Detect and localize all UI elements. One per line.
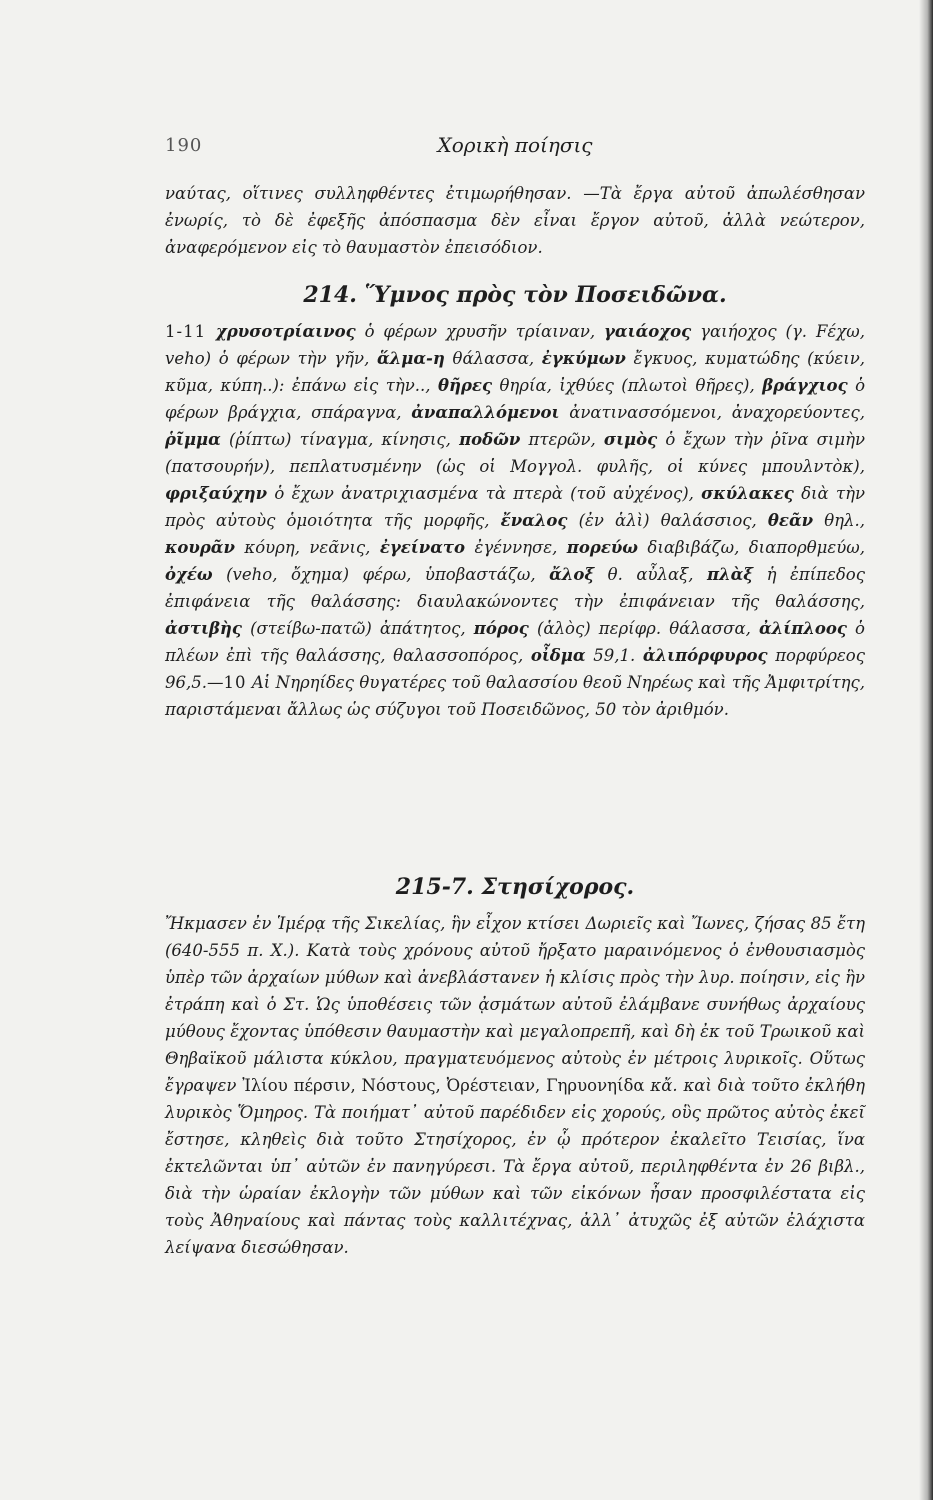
gloss-text: Ἰλίου πέρσιν, Νόστους, Ὀρέστειαν, Γηρυονηίδα [242, 1076, 645, 1095]
headword: κουρᾶν [165, 538, 235, 557]
headword: χρυσοτρίαινος [215, 322, 356, 341]
gloss-text: πτερῶν, [520, 430, 604, 449]
gloss-text: (ῥίπτω) τίναγμα, κίνησις, [220, 430, 460, 449]
gloss-text: κόυρη, νεᾶνις, [234, 538, 380, 557]
headword: ποδῶν [459, 430, 521, 449]
headword: οἶδμα [530, 646, 586, 665]
gloss-text: 10 [223, 673, 247, 692]
page-edge-shadow [919, 0, 933, 1500]
gloss-text: ὁ φέρων χρυσῆν τρίαιναν, [355, 322, 605, 341]
gloss-text: (ἐν ἁλὶ) θαλάσσιος, [567, 511, 768, 530]
gloss-text: ἡ ἐπίπεδος ἐπιφάνεια τῆς θαλάσσης: διαυλακώνοντες τὴν ἐπιφάνειαν τῆς θαλάσσης, [165, 565, 865, 611]
gloss-text: θηλ., [813, 511, 866, 530]
headword: γαιάοχος [604, 322, 692, 341]
gloss-text: (στείβω-πατῶ) ἀπάτητος, [241, 619, 474, 638]
headword: σκύλακες [701, 484, 794, 503]
section-214-heading [165, 282, 865, 308]
section-214-commentary [165, 318, 865, 723]
headword: βράγχιος [762, 376, 848, 395]
gloss-text: διαβιβάζω, διαπορθμεύω, [638, 538, 865, 557]
section-215-heading [165, 874, 865, 900]
headword: ἅλμα-η [376, 349, 445, 368]
gloss-text: ὁ πλέων ἐπὶ τῆς θαλάσσης, θαλασσοπόρος, [165, 619, 865, 665]
gloss-text: γαιήοχος (γ. Fέχω, veho) ὁ φέρων τὴν γῆν, [165, 322, 865, 368]
gloss-text: ὁ φέρων βράγχια, σπάραγνα, [165, 376, 866, 422]
headword: ἐγείνατο [379, 538, 466, 557]
gloss-text: Ἤκμασεν ἐν Ἱμέρᾳ τῆς Σικελίας, ἣν εἶχον κτίσει Δωριεῖς καὶ Ἴωνες, ζήσας 85 ἔτη (640-555 π. Χ.). Κατὰ τοὺς χρόνους αὐτοῦ ἤρξατο μαραινόμενος ὁ ἐνθουσιασμὸς ὑπὲρ τῶν ἀρχαίων μύθων καὶ ἀνεβλάστανεν ἡ κλίσις πρὸς τὴν λυρ. ποίησιν, εἰς ἣν ἐτράπη καὶ ὁ Στ. Ὡς ὑποθέσεις τῶν ᾀσμάτων αὐτοῦ ἐλάμβανε συνήθως ἀρχαίους μύθους ἔχοντας ὑπόθεσιν θαυμαστὴν καὶ μεγαλοπρεπῆ, καὶ δὴ ἐκ τοῦ Τρωικοῦ καὶ Θηβαϊκοῦ μάλιστα κύκλου, πραγματευόμενος αὐτοὺς ἐν μέτροις λυρικοῖς. Οὕτως ἔγραψεν [165, 914, 865, 1095]
gloss-text: ἐγέννησε, [465, 538, 567, 557]
page-header [165, 135, 865, 165]
headword: φριξαύχην [165, 484, 268, 503]
headword: πορεύω [566, 538, 639, 557]
headword: ὀχέω [165, 565, 213, 584]
headword: ἄλοξ [549, 565, 595, 584]
headword: ἐγκύμων [541, 349, 626, 368]
headword: σιμὸς [603, 430, 658, 449]
headword: ἔναλος [500, 511, 568, 530]
gloss-text: ἀνατινασσόμενοι, ἀναχορεύοντες, [559, 403, 866, 422]
section-215-title: Στησίχορος. [481, 874, 635, 900]
section-215-number: 215-7. [395, 874, 474, 900]
gloss-text: θηρία, ἰχθύες (πλωτοὶ θῆρες), [492, 376, 763, 395]
headword: ἀλίπλοος [758, 619, 847, 638]
gloss-text: ὁ ἔχων ἀνατριχιασμένα τὰ πτερὰ (τοῦ αὐχένος), [267, 484, 702, 503]
headword: θεᾶν [767, 511, 814, 530]
page-number: 190 [165, 135, 203, 156]
gloss-text: Αἱ Νηρηίδες θυγατέρες τοῦ θαλασσίου θεοῦ Νηρέως καὶ τῆς Ἀμφιτρίτης, παριστάμεναι ἄλλως ὡς σύζυγοι τοῦ Ποσειδῶνος, 50 τὸν ἀριθμόν. [165, 673, 865, 719]
gloss-text: ὁ ἔχων τὴν ῥῖνα σιμὴν (πατσουρήν), πεπλατυσμένην (ὡς οἱ Μογγολ. φυλῆς, οἱ κύνες μπουλντὸκ), [165, 430, 865, 476]
headword: πλὰξ [706, 565, 754, 584]
gloss-text: ἔγκυος, κυματώδης (κύειν, κῦμα, κύπη..): ἐπάνω εἰς τὴν.., [165, 349, 865, 395]
gloss-text: 1-11 [165, 322, 216, 341]
headword: ἀστιβὴς [165, 619, 242, 638]
section-214-title: Ὕμνος πρὸς τὸν Ποσειδῶνα. [364, 282, 727, 308]
headword: ῥῖμμα [165, 430, 221, 449]
intro-paragraph: ναύτας, οἵτινες συλληφθέντες ἐτιμωρήθησαν. —Τὰ ἔργα αὐτοῦ ἀπωλέσθησαν ἐνωρίς, τὸ δὲ ἐφεξῆς ἀπόσπασμα δὲν εἶναι ἔργον αὐτοῦ, ἀλλὰ νεώτερον, ἀναφερόμενον εἰς τὸ θαυμαστὸν ἐπεισόδιον. [165, 184, 865, 257]
running-title: Χορικὴ ποίησις [437, 133, 593, 157]
gloss-text: (ἁλὸς) περίφρ. θάλασσα, [528, 619, 759, 638]
gloss-text: (veho, ὄχημα) φέρω, ὑποβαστάζω, [212, 565, 550, 584]
headword: ἀλιπόρφυρος [642, 646, 768, 665]
section-215-body [165, 910, 865, 1261]
gloss-text: θ. αὖλαξ, [594, 565, 707, 584]
gloss-text: πορφύρεος 96,5.— [165, 646, 865, 692]
gloss-text: κἄ. καὶ διὰ τοῦτο ἐκλήθη λυρικὸς Ὅμηρος. Τὰ ποιήματ᾽ αὐτοῦ παρέδιδεν εἰς χορούς, οὓς πρῶτος αὐτὸς ἐκεῖ ἔστησε, κληθεὶς διὰ τοῦτο Στησίχορος, ἐν ᾧ πρότερον ἐκαλεῖτο Τεισίας, ἵνα ἐκτελῶνται ὑπ᾽ αὐτῶν ἐν πανηγύρεσι. Τὰ ἔργα αὐτοῦ, περιληφθέντα ἐν 26 βιβλ., διὰ τὴν ὡραίαν ἐκλογὴν τῶν μύθων καὶ τῶν εἰκόνων ἦσαν προσφιλέστατα εἰς τοὺς Ἀθηναίους καὶ πάντας τοὺς καλλιτέχνας, ἀλλ᾽ ἀτυχῶς ἐξ αὐτῶν ἐλάχιστα λείψανα διεσώθησαν. [165, 1076, 866, 1257]
section-214-number: 214. [303, 282, 357, 308]
gloss-text: θάλασσα, [444, 349, 542, 368]
headword: ἀναπαλλόμενοι [411, 403, 560, 422]
headword: θῆρες [437, 376, 493, 395]
headword: πόρος [473, 619, 529, 638]
gloss-text: 59,1. [585, 646, 643, 665]
gloss-text: διὰ τὴν πρὸς αὐτοὺς ὁμοιότητα τῆς μορφῆς, [165, 484, 865, 530]
